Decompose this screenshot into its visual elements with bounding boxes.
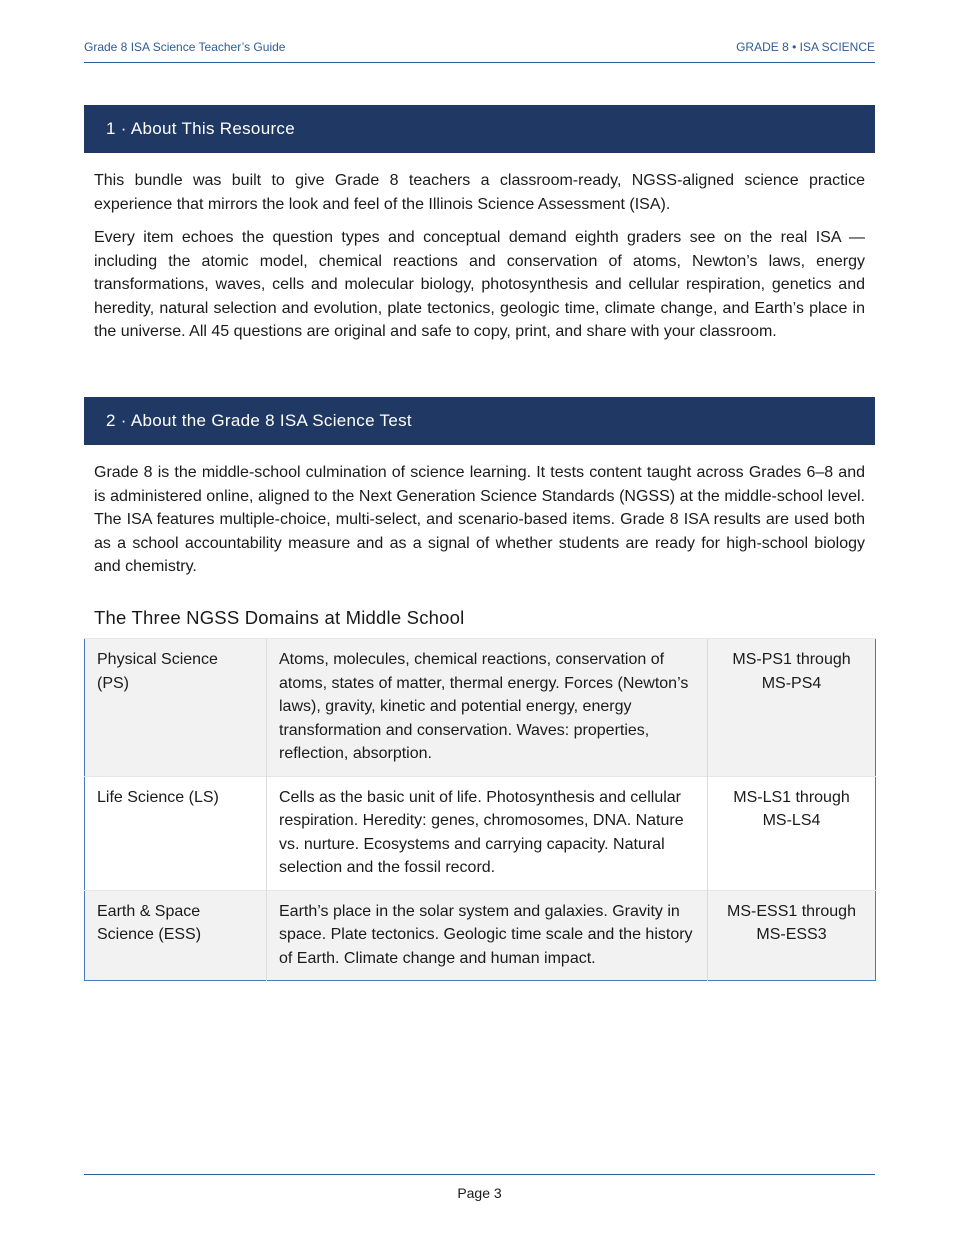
domain-cell: Earth & Space Science (ESS) <box>85 890 267 981</box>
content-cell: Earth’s place in the solar system and galaxies. Gravity in space. Plate tectonics. Geologic time scale and the history of Earth. Climate change and human impact. <box>267 890 708 981</box>
running-header <box>84 38 875 63</box>
intro-paragraph: This bundle was built to give Grade 8 teachers a classroom-ready, NGSS-aligned science practice experience that mirrors the look and feel of the Illinois Science Assessment (ISA). <box>94 172 865 213</box>
test-description-paragraph: Grade 8 is the middle-school culmination of science learning. It tests content taught across Grades 6–8 and is administered online, aligned to the Next Generation Science Standards (NGSS) at the middle-school level. The ISA features multiple-choice, multi-select, and scenario-based items. Grade 8 ISA results are used both as a school accountability measure and as a signal of whether students are ready for high-school biology and chemistry. <box>94 464 865 575</box>
content-cell: Cells as the basic unit of life. Photosynthesis and cellular respiration. Heredity: genes, chromosomes, DNA. Nature vs. nurture. Ecosystems and carrying capacity. Natural selection and the fossil record. <box>267 776 708 890</box>
domain-cell: Physical Science (PS) <box>85 639 267 777</box>
domains-table-title: The Three NGSS Domains at Middle School <box>94 607 465 628</box>
section-heading-about-test: 2 · About the Grade 8 ISA Science Test <box>84 397 875 445</box>
standards-cell: MS-PS1 through MS-PS4 <box>708 639 876 777</box>
coverage-paragraph: Every item echoes the question types and conceptual demand eighth graders see on the real ISA — including the atomic model, chemical reactions and conservation of atoms, Newton’s laws, energy transformations, waves, cells and molecular biology, photosynthesis and cellular respiration, genetics and heredity, natural selection and evolution, plate tectonics, geologic time, climate change, and Earth’s place in the universe. All 45 questions are original and safe to copy, print, and share with your classroom. <box>94 229 865 340</box>
table-row <box>85 639 876 777</box>
table-row <box>85 776 876 890</box>
standards-cell: MS-LS1 through MS-LS4 <box>708 776 876 890</box>
header-guide-title: Grade 8 ISA Science Teacher’s Guide <box>84 40 286 54</box>
content-cell: Atoms, molecules, chemical reactions, conservation of atoms, states of matter, thermal energy. Forces (Newton’s laws), gravity, kinetic and potential energy, energy transformation and conservation. Waves: properties, reflection, absorption. <box>267 639 708 777</box>
running-footer <box>84 1174 875 1201</box>
header-subject-label: GRADE 8 • ISA SCIENCE <box>736 40 875 54</box>
ngss-domains-table <box>84 638 876 981</box>
section-heading-about-resource: 1 · About This Resource <box>84 105 875 153</box>
page-number: Page 3 <box>457 1185 502 1201</box>
standards-cell: MS-ESS1 through MS-ESS3 <box>708 890 876 981</box>
table-row <box>85 890 876 981</box>
domain-cell: Life Science (LS) <box>85 776 267 890</box>
